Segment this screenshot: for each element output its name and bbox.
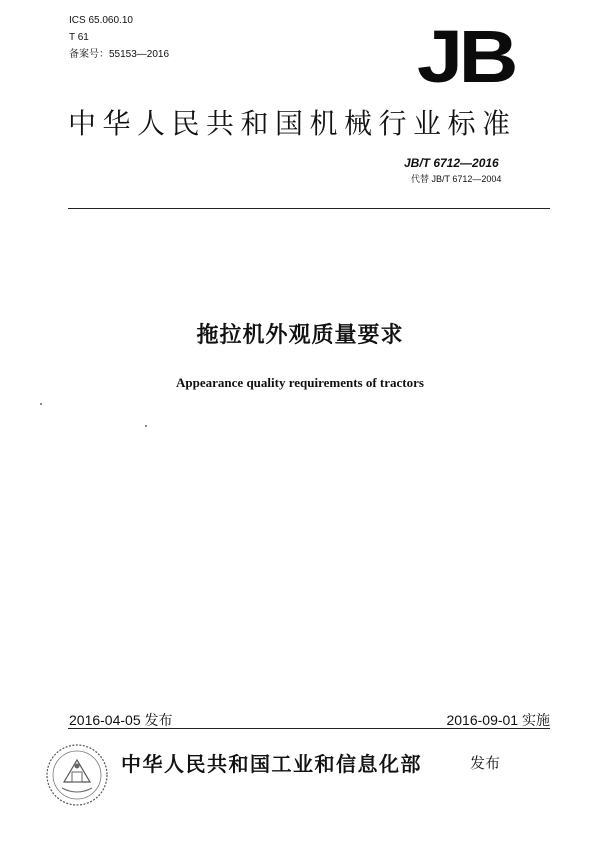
top-divider bbox=[68, 208, 550, 209]
filing-number: 备案号：55153—2016 bbox=[69, 49, 170, 60]
replaces-note: 代替 JB/T 6712—2004 bbox=[411, 174, 502, 184]
document-title: 拖拉机外观质量要求 bbox=[196, 323, 404, 348]
issuing-authority: 中华人民共和国工业和信息化部 bbox=[121, 752, 422, 776]
ics-code: ICS 65.060.10 bbox=[69, 15, 133, 26]
document-title-english: Appearance quality requirements of tractors bbox=[176, 375, 424, 390]
publish-date: 2016-04-05 发布 bbox=[69, 712, 173, 728]
scan-speck bbox=[40, 403, 42, 405]
implement-date: 2016-09-01 实施 bbox=[446, 712, 550, 728]
standard-code-number: JB/T 6712—2016 bbox=[404, 156, 499, 170]
standard-type-title: 中华人民共和国机械行业标准 bbox=[68, 107, 517, 140]
header-meta bbox=[69, 12, 169, 63]
scan-speck bbox=[145, 425, 147, 427]
issued-label: 发布 bbox=[470, 754, 501, 772]
bottom-divider bbox=[68, 728, 550, 729]
standard-code bbox=[404, 155, 499, 171]
ccs-code: T 61 bbox=[69, 32, 89, 43]
jb-logo: JB bbox=[417, 15, 515, 98]
ministry-emblem-icon bbox=[44, 742, 110, 808]
